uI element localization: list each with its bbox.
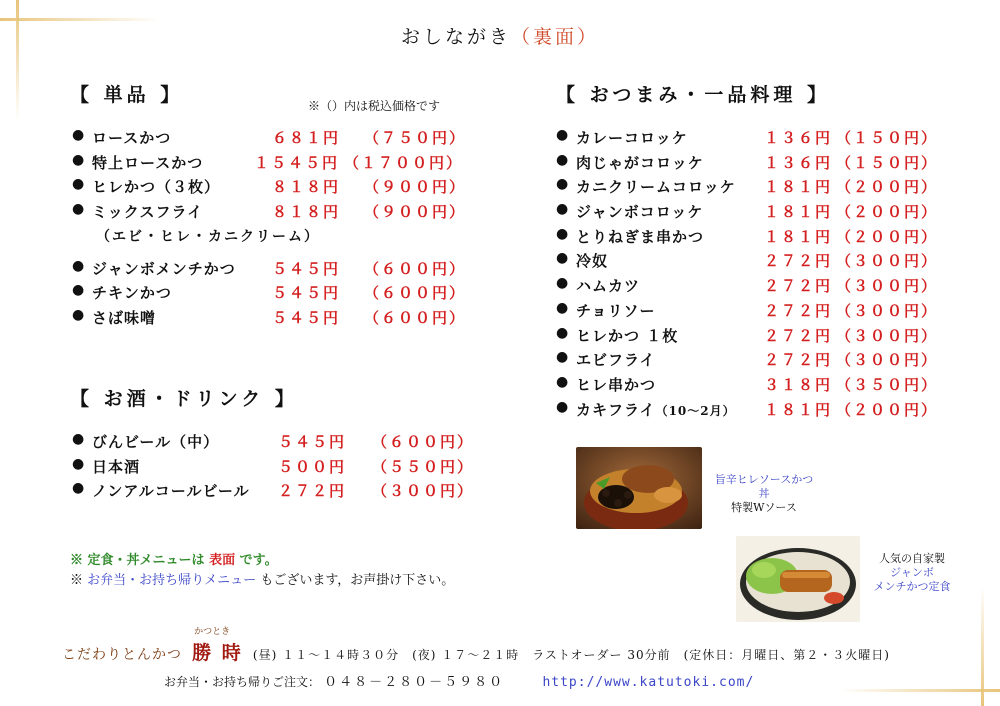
item-price: １８１円 <box>764 400 833 419</box>
list-item <box>72 480 482 505</box>
shop-hours: (昼) １１～１４時３０分 (夜) １７～２１時 ラストオーダー 30分前 (定休日：月曜日、第２・３火曜日) <box>252 648 890 662</box>
item-price: ２７２円 <box>764 277 833 296</box>
item-price: ２７２円 <box>764 252 833 271</box>
corner-line-bottom <box>840 689 1000 692</box>
item-price: ５００円 <box>278 457 347 476</box>
item-name: さば味噌 <box>92 309 157 328</box>
shop-footer <box>62 627 890 665</box>
bullet-icon: ● <box>556 250 569 267</box>
bullet-icon: ● <box>72 257 85 274</box>
bullet-icon: ● <box>72 307 85 324</box>
item-tax-price: （３００円） <box>836 351 939 370</box>
item-name: 特上ロースかつ <box>92 153 204 172</box>
list-item <box>556 374 956 399</box>
bullet-icon: ● <box>556 324 569 341</box>
item-tax-price: （２００円） <box>836 178 939 197</box>
bullet-icon: ● <box>72 282 85 299</box>
menchi-photo <box>736 536 860 622</box>
corner-line-left <box>16 0 19 120</box>
info-2-link: お弁当・お持ち帰りメニュー <box>87 573 257 588</box>
item-tax-price: （１５０円） <box>836 129 939 147</box>
phone-number: ０４８－２８０－５９８０ <box>324 675 505 690</box>
item-price: ５４５円 <box>272 309 341 328</box>
item-name: エビフライ <box>576 351 656 370</box>
item-name: 日本酒 <box>92 457 141 476</box>
otsumami-heading: 【 おつまみ・一品料理 】 <box>556 84 831 106</box>
item-name: ハムカツ <box>576 277 641 296</box>
list-item <box>556 275 956 300</box>
donburi-photo <box>576 447 702 529</box>
item-tax-price: （３００円） <box>836 252 939 271</box>
list-item <box>72 258 472 283</box>
item-tax-price: （６００円） <box>372 433 475 451</box>
item-price: １３６円 <box>764 129 833 147</box>
item-name: ロースかつ <box>92 129 172 147</box>
item-name: カレーコロッケ <box>576 129 688 147</box>
bullet-icon: ● <box>72 127 85 143</box>
item-price: ５４５円 <box>278 433 347 451</box>
list-item <box>556 399 956 424</box>
menchi-caption-3: メンチかつ定食 <box>873 580 951 593</box>
item-tax-price: （７５０円） <box>364 129 467 147</box>
menchi-caption-2: ジャンボ <box>890 566 934 579</box>
list-item <box>72 127 472 152</box>
item-tax-price: （６００円） <box>364 259 467 278</box>
donburi-caption <box>710 473 818 515</box>
item-name <box>576 399 736 420</box>
item-name: ヒレかつ １枚 <box>576 326 679 345</box>
title-main: おしながき <box>400 26 511 48</box>
donburi-caption-2: 特製Wソース <box>731 501 797 514</box>
bullet-icon: ● <box>556 225 569 242</box>
item-tax-price: （３００円） <box>836 301 939 320</box>
item-price: ８１８円 <box>272 203 341 222</box>
item-name: 肉じゃがコロッケ <box>576 153 704 172</box>
corner-line-top <box>0 18 160 21</box>
list-item <box>556 127 956 152</box>
list-item <box>72 456 482 481</box>
bullet-icon: ● <box>556 201 569 218</box>
bullet-icon: ● <box>72 201 85 218</box>
item-tax-price: （３５０円） <box>836 375 939 394</box>
item-name: カニクリームコロッケ <box>576 178 736 197</box>
list-item <box>556 226 956 251</box>
list-item <box>72 201 472 226</box>
info-1-emphasis: 表面 <box>209 553 236 568</box>
item-name: 冷奴 <box>576 252 609 271</box>
info-note-2 <box>70 569 454 588</box>
item-tax-price: （１７００円） <box>344 153 464 172</box>
drink-menu <box>72 431 482 505</box>
item-name: ヒレかつ（３枚） <box>92 178 221 197</box>
order-footer <box>164 671 754 690</box>
list-item <box>72 307 472 332</box>
mix-fry-note: （エビ・ヒレ・カニクリーム） <box>96 228 320 245</box>
item-tax-price: （２００円） <box>836 203 939 222</box>
list-item <box>556 152 956 177</box>
item-price: ２７２円 <box>764 301 833 320</box>
info-2-suffix: もございます，お声掛け下さい。 <box>260 573 455 588</box>
item-price: ３１８円 <box>764 375 833 394</box>
list-item <box>72 431 482 456</box>
tanpin-menu <box>72 127 472 332</box>
info-1-prefix: ※ 定食・丼メニューは <box>70 553 205 568</box>
otsumami-menu <box>556 127 956 423</box>
item-tax-price: （３００円） <box>836 326 939 345</box>
item-price: ５４５円 <box>272 259 341 278</box>
item-name: ノンアルコールビール <box>92 482 250 501</box>
item-season: （10～2月） <box>655 403 736 418</box>
item-tax-price: （５５０円） <box>372 457 475 476</box>
list-item <box>556 250 956 275</box>
bullet-icon: ● <box>556 127 569 143</box>
item-price: ２７２円 <box>764 351 833 370</box>
item-tax-price: （２００円） <box>836 227 939 246</box>
item-tax-price: （９００円） <box>364 203 467 222</box>
list-item <box>556 201 956 226</box>
item-name: ジャンボコロッケ <box>576 203 704 222</box>
list-item <box>556 349 956 374</box>
list-item <box>556 325 956 350</box>
bullet-icon: ● <box>556 398 569 415</box>
bullet-icon: ● <box>72 455 85 472</box>
tax-note: ※（）内は税込価格です <box>308 99 441 113</box>
corner-line-right <box>981 586 984 706</box>
item-price: ５４５円 <box>272 284 341 303</box>
title-sub: （裏面） <box>511 26 600 48</box>
phone-label: お弁当・お持ち帰りご注文： <box>164 675 321 689</box>
item-tax-price: （３００円） <box>372 482 475 501</box>
item-name: とりねぎま串かつ <box>576 227 705 246</box>
item-tax-price: （９００円） <box>364 178 467 197</box>
list-item <box>72 152 472 177</box>
shop-ruby: かつとき <box>194 627 231 637</box>
item-name: チキンかつ <box>92 284 172 303</box>
item-tax-price: （１５０円） <box>836 153 939 172</box>
item-price: １３６円 <box>764 153 833 172</box>
item-tax-price: （６００円） <box>364 284 467 303</box>
list-item <box>72 176 472 201</box>
item-name: ミックスフライ <box>92 203 204 222</box>
list-item <box>72 282 472 307</box>
item-name: チョリソー <box>576 301 656 320</box>
list-item <box>556 176 956 201</box>
bullet-icon: ● <box>72 480 85 497</box>
item-tax-price: （３００円） <box>836 277 939 296</box>
tanpin-heading: 【 単品 】 <box>70 84 184 106</box>
bullet-icon: ● <box>556 151 569 168</box>
list-item <box>556 300 956 325</box>
bullet-icon: ● <box>556 349 569 366</box>
item-tax-price: （６００円） <box>364 309 467 328</box>
item-price: １８１円 <box>764 227 833 246</box>
item-tax-price: （２００円） <box>836 400 939 419</box>
drink-heading: 【 お酒・ドリンク 】 <box>70 388 298 410</box>
bullet-icon: ● <box>556 299 569 316</box>
item-price: １８１円 <box>764 178 833 197</box>
item-price: １５４５円 <box>254 153 340 172</box>
bullet-icon: ● <box>556 373 569 390</box>
bullet-icon: ● <box>556 275 569 292</box>
bullet-icon: ● <box>72 151 85 168</box>
info-note-1 <box>70 549 278 568</box>
website-link[interactable]: http://www.katutoki.com/ <box>542 675 755 690</box>
page-title <box>0 22 1000 49</box>
item-price: ２７２円 <box>278 482 347 501</box>
shop-prefix: こだわりとんかつ <box>62 647 182 663</box>
shop-name: 勝 時 <box>192 642 243 664</box>
bullet-icon: ● <box>556 176 569 193</box>
menchi-caption <box>862 552 962 594</box>
item-price: ６８１円 <box>272 129 341 147</box>
info-2-prefix: ※ <box>70 573 84 588</box>
bullet-icon: ● <box>72 431 85 447</box>
item-name-main: カキフライ <box>576 400 656 419</box>
item-name: ヒレ串かつ <box>576 375 657 394</box>
item-name: ジャンボメンチかつ <box>92 259 236 278</box>
item-name: びんビール（中） <box>92 433 220 451</box>
info-1-suffix: です。 <box>239 553 278 568</box>
donburi-caption-1: 旨辛ヒレソースかつ丼 <box>714 473 814 500</box>
item-price: １８１円 <box>764 203 833 222</box>
bullet-icon: ● <box>72 176 85 193</box>
menchi-caption-1: 人気の自家製 <box>879 552 945 565</box>
item-price: ８１８円 <box>272 178 341 197</box>
item-price: ２７２円 <box>764 326 833 345</box>
